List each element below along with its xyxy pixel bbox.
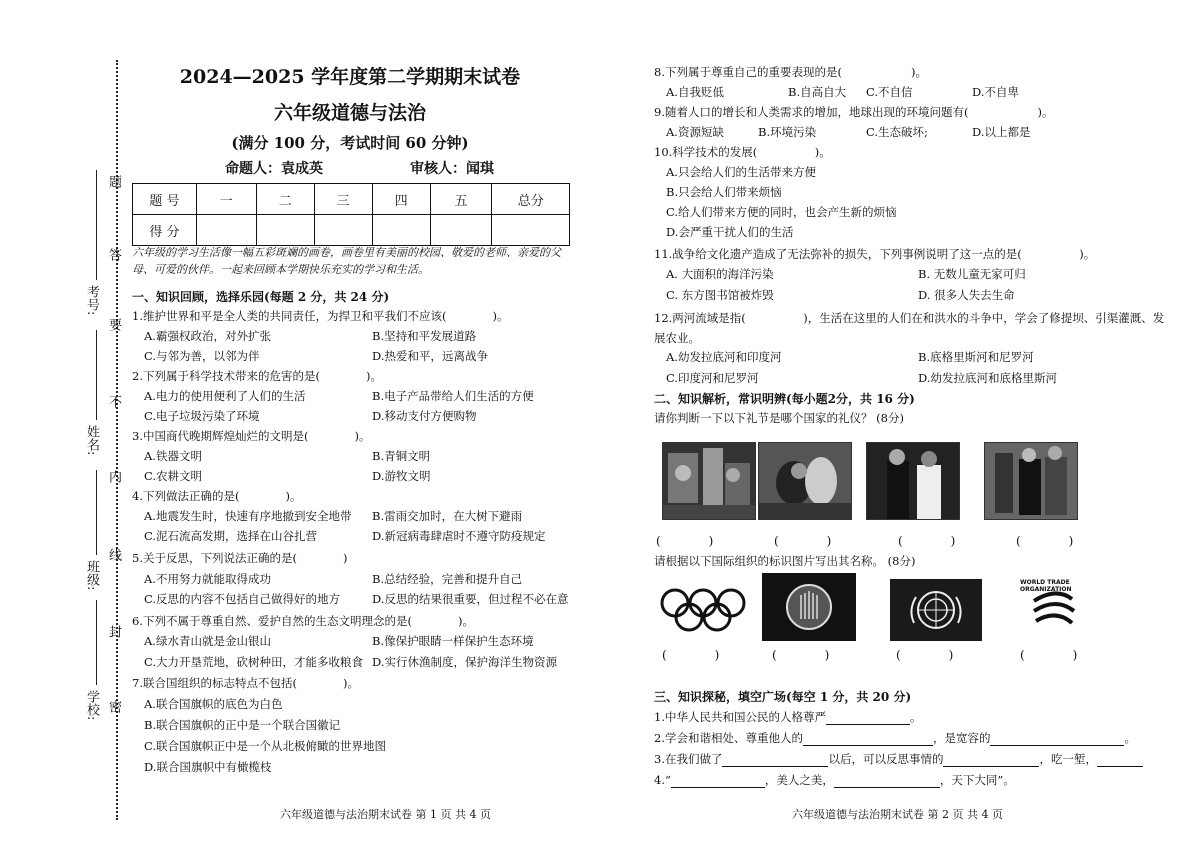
option-2d[interactable]: D.移动支付方便购物 — [372, 409, 477, 423]
option-5d[interactable]: D.反思的结果很重要，但过程不必在意 — [372, 592, 569, 606]
score-cell: 二 — [256, 184, 314, 215]
fill-blank-1-text: 1.中华人民共和国公民的人格尊严 — [654, 710, 826, 724]
fill-blank-3-end: ，吃一堑， — [1039, 752, 1097, 766]
fill-blank-2-text: 2.学会和谐相处、尊重他人的 — [654, 731, 803, 745]
option-10b[interactable]: B.只会给人们带来烦恼 — [666, 185, 782, 199]
score-input[interactable] — [492, 215, 570, 246]
exam-subject: 六年级道德与法治 — [273, 102, 426, 124]
option-11d[interactable]: D. 很多人失去生命 — [918, 288, 1015, 302]
org-prompt: 请根据以下国际组织的标识图片写出其名称。 (8分) — [654, 554, 916, 568]
un-flag-icon — [890, 579, 982, 641]
option-7c[interactable]: C.联合国旗帜正中是一个从北极俯瞰的世界地图 — [144, 739, 387, 753]
option-5b[interactable]: B.总结经验，完善和提升自己 — [372, 572, 523, 586]
option-3d[interactable]: D.游牧文明 — [372, 469, 431, 483]
question-4: 4.下列做法正确的是( )。 — [132, 489, 302, 503]
seal-char-1: 密 — [106, 700, 121, 713]
school-label: 学校: — [84, 690, 99, 721]
exam-title: 2024—2025 学年度第二学期期末试卷 — [179, 66, 521, 88]
org-answer-1[interactable]: ( ) — [662, 648, 720, 662]
fill-blank-3-field-c[interactable] — [1097, 754, 1143, 767]
etiquette-photo-1 — [662, 442, 756, 520]
section-3-heading: 三、知识探秘，填空广场(每空 1 分，共 20 分) — [654, 690, 912, 704]
author-label: 命题人：袁成英 — [225, 161, 323, 177]
option-12c[interactable]: C.印度河和尼罗河 — [666, 371, 759, 385]
seal-char-3: 线 — [106, 548, 121, 561]
exam-number-label: 考号: — [84, 285, 99, 316]
page-1-footer: 六年级道德与法治期末试卷 第 1 页 共 4 页 — [280, 808, 491, 821]
option-2b[interactable]: B.电子产品带给人们生活的方便 — [372, 389, 534, 403]
student-name-label: 姓名: — [84, 425, 99, 456]
fill-blank-1-end: 。 — [909, 710, 922, 724]
org-answer-2[interactable]: ( ) — [772, 648, 830, 662]
option-10a[interactable]: A.只会给人们的生活带来方便 — [666, 165, 816, 179]
fill-blank-1 — [654, 709, 921, 725]
question-2: 2.下列属于科学技术带来的危害的是( )。 — [132, 369, 382, 383]
score-cell: 题 号 — [133, 184, 197, 215]
score-cell: 五 — [430, 184, 492, 215]
fill-blank-2-field-a[interactable] — [803, 733, 933, 746]
fill-blank-2-mid: ，是宽容的 — [932, 731, 991, 745]
score-input[interactable] — [430, 215, 492, 246]
question-10: 10.科学技术的发展( )。 — [654, 145, 831, 159]
option-6d[interactable]: D.实行休渔制度，保护海洋生物资源 — [372, 655, 557, 669]
exam-info: (满分 100 分，考试时间 60 分钟) — [231, 134, 469, 152]
fill-blank-4-field-a[interactable] — [671, 775, 765, 788]
option-8d[interactable]: D.不自卑 — [972, 85, 1019, 99]
question-5: 5.关于反思，下列说法正确的是( ) — [132, 551, 348, 565]
option-11b[interactable]: B. 无数儿童无家可归 — [918, 267, 1026, 281]
option-10d[interactable]: D.会严重干扰人们的生活 — [666, 225, 794, 239]
score-cell: 四 — [372, 184, 430, 215]
option-12a[interactable]: A.幼发拉底河和印度河 — [666, 350, 782, 364]
fill-blank-2 — [654, 730, 1136, 746]
reviewer-label: 审核人：闻琪 — [410, 161, 494, 177]
option-5c[interactable]: C.反思的内容不包括自己做得好的地方 — [144, 592, 341, 606]
fill-blank-2-field-b[interactable] — [990, 733, 1124, 746]
option-7b[interactable]: B.联合国旗帜的正中是一个联合国徽记 — [144, 718, 341, 732]
org-answer-4[interactable]: ( ) — [1020, 648, 1078, 662]
handshake-image — [867, 443, 959, 519]
bow-greeting-image — [759, 443, 851, 519]
wto-logo-icon — [1012, 573, 1098, 649]
option-11a[interactable]: A. 大面积的海洋污染 — [666, 267, 774, 281]
section-1-heading: 一、知识回顾，选择乐园(每题 2 分，共 24 分) — [132, 290, 390, 304]
wto-name-text: WORLD TRADE ORGANIZATION — [1020, 579, 1072, 593]
question-6: 6.下列不属于尊重自然、爱护自然的生态文明理念的是( )。 — [132, 614, 474, 628]
score-table-header-row — [133, 184, 570, 215]
seal-char-2: 封 — [106, 625, 121, 638]
fill-blank-2-end: 。 — [1124, 731, 1136, 745]
option-11c[interactable]: C. 东方图书馆被炸毁 — [666, 288, 774, 302]
option-4d[interactable]: D.新冠病毒肆虐时不遵守防疫规定 — [372, 529, 546, 543]
option-9c[interactable]: C.生态破坏; — [866, 125, 928, 139]
option-1b[interactable]: B.坚持和平发展道路 — [372, 329, 477, 343]
option-9a[interactable]: A.资源短缺 — [666, 125, 724, 139]
option-4c[interactable]: C.泥石流高发期，选择在山谷扎营 — [144, 529, 318, 543]
seal-char-8: 题 — [106, 175, 121, 188]
question-11: 11.战争给文化遗产造成了无法弥补的损失，下列事例说明了这一点的是( )。 — [654, 247, 1096, 261]
score-cell: 得 分 — [133, 215, 197, 246]
fill-blank-4 — [654, 772, 1015, 788]
class-label: 班级: — [84, 560, 99, 591]
option-6b[interactable]: B.像保护眼睛一样保护生态环境 — [372, 634, 534, 648]
etiquette-prompt: 请你判断一下以下礼节是哪个国家的礼仪？ (8分) — [654, 411, 904, 425]
question-1: 1.维护世界和平是全人类的共同责任，为捍卫和平我们不应该( )。 — [132, 309, 509, 323]
option-7d[interactable]: D.联合国旗帜中有橄榄枝 — [144, 760, 272, 774]
option-9d[interactable]: D.以上都是 — [972, 125, 1031, 139]
thai-greeting-image — [663, 443, 755, 519]
score-cell: 一 — [196, 184, 256, 215]
seal-char-6: 要 — [106, 318, 121, 331]
fill-blank-3-field-a[interactable] — [722, 754, 828, 767]
question-3: 3.中国商代晚期辉煌灿烂的文明是( )。 — [132, 429, 371, 443]
org-answer-3[interactable]: ( ) — [896, 648, 954, 662]
question-7: 7.联合国组织的标志特点不包括( )。 — [132, 676, 359, 690]
option-12b[interactable]: B.底格里斯河和尼罗河 — [918, 350, 1034, 364]
olympic-rings-icon — [657, 585, 749, 637]
fill-blank-3 — [654, 751, 1143, 767]
school-field[interactable] — [96, 600, 97, 685]
option-6a[interactable]: A.绿水青山就是金山银山 — [144, 634, 271, 648]
etiquette-answer-4[interactable]: ( ) — [1016, 534, 1074, 548]
embrace-image — [985, 443, 1077, 519]
fill-blank-4-mid: ，美人之美， — [764, 773, 834, 787]
score-input[interactable] — [256, 215, 314, 246]
exam-number-field[interactable] — [96, 170, 97, 280]
score-table-score-row — [133, 215, 570, 246]
page-2 — [652, 0, 1182, 849]
asean-flag-icon — [762, 573, 856, 641]
seal-char-7: 答 — [106, 248, 121, 261]
asean-emblem-icon — [762, 573, 856, 641]
option-10c[interactable]: C.给人们带来方便的同时，也会产生新的烦恼 — [666, 205, 897, 219]
fill-blank-3-mid: 以后，可以反思事情的 — [828, 752, 944, 766]
option-9b[interactable]: B.环境污染 — [758, 125, 817, 139]
option-2a[interactable]: A.电力的使用便利了人们的生活 — [144, 389, 306, 403]
question-9: 9.随着人口的增长和人类需求的增加，地球出现的环境问题有( )。 — [654, 105, 1054, 119]
question-8: 8.下列属于尊重自己的重要表现的是( )。 — [654, 65, 927, 79]
page-2-footer: 六年级道德与法治期末试卷 第 2 页 共 4 页 — [792, 808, 1003, 821]
option-1d[interactable]: D.热爱和平，远离战争 — [372, 349, 488, 363]
etiquette-answer-2[interactable]: ( ) — [774, 534, 832, 548]
option-6c[interactable]: C.大力开垦荒地，砍树种田，才能多收粮食 — [144, 655, 364, 669]
option-1c[interactable]: C.与邻为善，以邻为伴 — [144, 349, 260, 363]
intro-paragraph: 六年级的学习生活像一幅五彩斑斓的画卷，画卷里有美丽的校园、敬爱的老师、亲爱的父母、可爱的伙伴。一起来回顾本学期快乐充实的学习和生活。 — [132, 246, 561, 276]
option-5a[interactable]: A.不用努力就能取得成功 — [144, 572, 271, 586]
etiquette-answer-1[interactable]: ( ) — [656, 534, 714, 548]
question-12: 12.两河流域是指( )，生活在这里的人们在和洪水的斗争中，学会了修提坝、引渠灌溉、发展农业。 — [654, 311, 1165, 345]
section-2-heading: 二、知识解析，常识明辨(每小题2分，共 16 分) — [654, 392, 915, 406]
fill-blank-3-field-b[interactable] — [943, 754, 1039, 767]
option-8c[interactable]: C.不自信 — [866, 85, 913, 99]
option-1a[interactable]: A.霸强权政治，对外扩张 — [144, 329, 271, 343]
option-3b[interactable]: B.青铜文明 — [372, 449, 431, 463]
seal-char-4: 内 — [106, 470, 121, 483]
fill-blank-4-end: ，天下大同”。 — [939, 773, 1015, 787]
etiquette-photo-2 — [758, 442, 852, 520]
option-4a[interactable]: A.地震发生时，快速有序地撤到安全地带 — [144, 509, 352, 523]
page-1 — [130, 0, 570, 849]
fill-blank-3-text: 3.在我们做了 — [654, 752, 723, 766]
score-input[interactable] — [196, 215, 256, 246]
score-cell: 总分 — [492, 184, 570, 215]
option-3a[interactable]: A.铁器文明 — [144, 449, 202, 463]
student-name-field[interactable] — [96, 330, 97, 420]
score-table — [132, 183, 570, 246]
etiquette-photo-3 — [866, 442, 960, 520]
un-emblem-icon — [890, 579, 982, 641]
option-4b[interactable]: B.雷雨交加时，在大树下避雨 — [372, 509, 523, 523]
option-8b[interactable]: B.自高自大 — [788, 85, 847, 99]
score-cell: 三 — [314, 184, 372, 215]
score-input[interactable] — [314, 215, 372, 246]
option-2c[interactable]: C.电子垃圾污染了环境 — [144, 409, 260, 423]
option-7a[interactable]: A.联合国旗帜的底色为白色 — [144, 697, 283, 711]
etiquette-photo-4 — [984, 442, 1078, 520]
option-8a[interactable]: A.自我贬低 — [666, 85, 724, 99]
option-12d[interactable]: D.幼发拉底河和底格里斯河 — [918, 371, 1057, 385]
score-input[interactable] — [372, 215, 430, 246]
fill-blank-4-field-b[interactable] — [834, 775, 940, 788]
seal-char-5: 不 — [106, 395, 121, 408]
fill-blank-1-field[interactable] — [826, 712, 910, 725]
class-field[interactable] — [96, 470, 97, 555]
etiquette-answer-3[interactable]: ( ) — [898, 534, 956, 548]
fill-blank-4-text: 4.“ — [654, 773, 671, 787]
option-3c[interactable]: C.农耕文明 — [144, 469, 203, 483]
